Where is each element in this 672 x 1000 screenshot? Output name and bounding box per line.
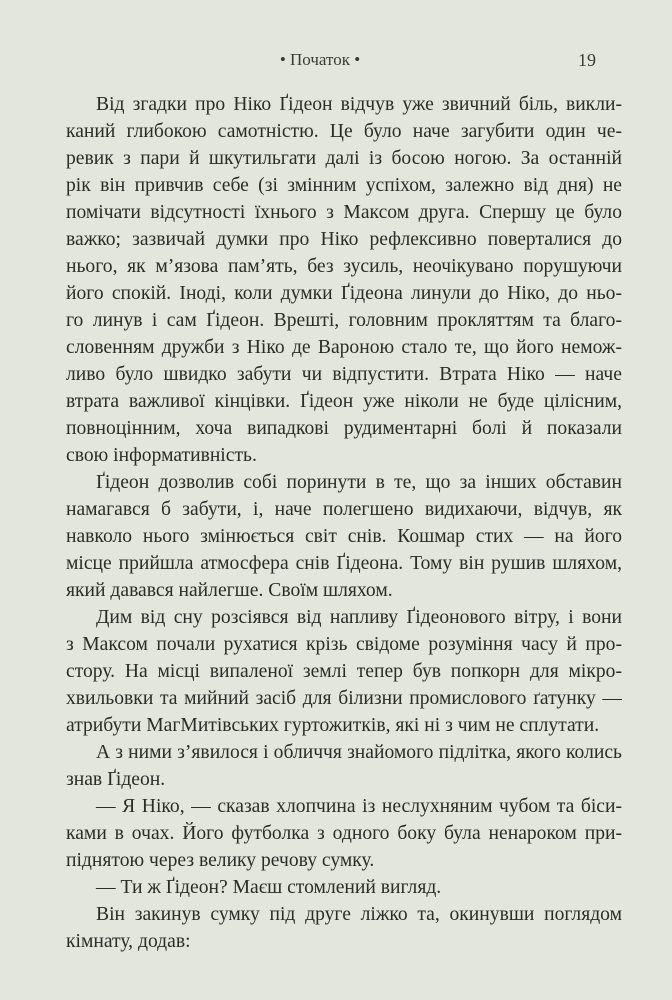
running-title: • Початок • (279, 50, 361, 69)
paragraph (66, 91, 622, 469)
text-line: — Я Ніко, — сказав хлопчина із неслухняним чубом та біси- (96, 796, 622, 817)
text-line: Від згадки про Ніко Ґідеон відчув уже звичний біль, викли- (96, 94, 622, 115)
text-line: знав Ґідеон. (66, 769, 166, 790)
text-line: рік він привчив себе (зі змінним успіхом, залежно від дня) не (66, 175, 622, 196)
text-line: який давався найлегше. Своїм шляхом. (66, 580, 393, 601)
text-line: ками в очах. Його футболка з одного боку була ненароком при- (66, 823, 622, 844)
text-line: піднятою через велику речову сумку. (66, 850, 375, 871)
text-line: словенням дружби з Ніко де Вароною стало те, що його немож- (66, 337, 622, 358)
page-number: 19 (578, 50, 596, 70)
paragraph (66, 901, 622, 955)
text-line: місце прийшла атмосфера снів Ґідеона. Тому він рушив шляхом, (66, 553, 622, 574)
text-line: навколо нього змінюється світ снів. Кошмар стих — на його (66, 526, 622, 547)
text-line: — Ти ж Ґідеон? Маєш стомлений вигляд. (96, 877, 442, 898)
text-line: ревик з пари й шкутильгати далі із босою ногою. За останній (66, 148, 622, 169)
text-line: втрата важливої кінцівки. Ґідеон уже ніколи не буде цілісним, (66, 391, 622, 412)
text-line: атрибути МагМитівських гуртожитків, які ні з чим не сплутати. (66, 715, 600, 736)
text-line: намагався б забути, і, наче полегшено видихаючи, відчув, як (66, 499, 622, 520)
text-line: помічати відсутності їхнього з Максом друга. Спершу це було (66, 202, 622, 223)
body-text (66, 91, 622, 955)
text-line: з Максом почали рухатися крізь свідоме розуміння часу й про- (66, 634, 622, 655)
text-line: А з ними з’явилося і обличчя знайомого підлітка, якого колись (96, 742, 622, 763)
text-line: важко; зазвичай думки про Ніко рефлексивно поверталися до (66, 229, 622, 250)
text-line: Він закинув сумку під друге ліжко та, окинувши поглядом (96, 904, 622, 925)
text-line: стору. На місці випаленої землі тепер був попкорн для мікро- (66, 661, 622, 682)
text-line: свою інформативність. (66, 445, 257, 466)
paragraph (66, 604, 622, 739)
paragraph (66, 739, 622, 793)
text-line: хвильовки та мийний засіб для білизни промислового ґатунку — (66, 688, 622, 709)
page-header (0, 50, 672, 74)
text-line: кімнату, додав: (66, 931, 191, 952)
text-line: го линув і сам Ґідеон. Врешті, головним прокляттям та благо- (66, 310, 622, 331)
text-line: повноцінним, хоча випадкові рудиментарні болі й показали (66, 418, 622, 439)
text-line: Дим від сну розсіявся від напливу Ґідеонового вітру, і вони (96, 607, 622, 628)
paragraph (66, 874, 622, 901)
text-line: нього, як м’язова пам’ять, без зусиль, неочікувано порушуючи (66, 256, 622, 277)
text-line: ливо було швидко забути чи відпустити. Втрата Ніко — наче (66, 364, 622, 385)
paragraph (66, 469, 622, 604)
text-line: Ґідеон дозволив собі поринути в те, що за інших обставин (96, 472, 622, 493)
paragraph (66, 793, 622, 874)
text-line: каний глибокою самотністю. Це було наче загубити один че- (66, 121, 622, 142)
text-line: його спокій. Іноді, коли думки Ґідеона линули до Ніко, до ньо- (66, 283, 622, 304)
